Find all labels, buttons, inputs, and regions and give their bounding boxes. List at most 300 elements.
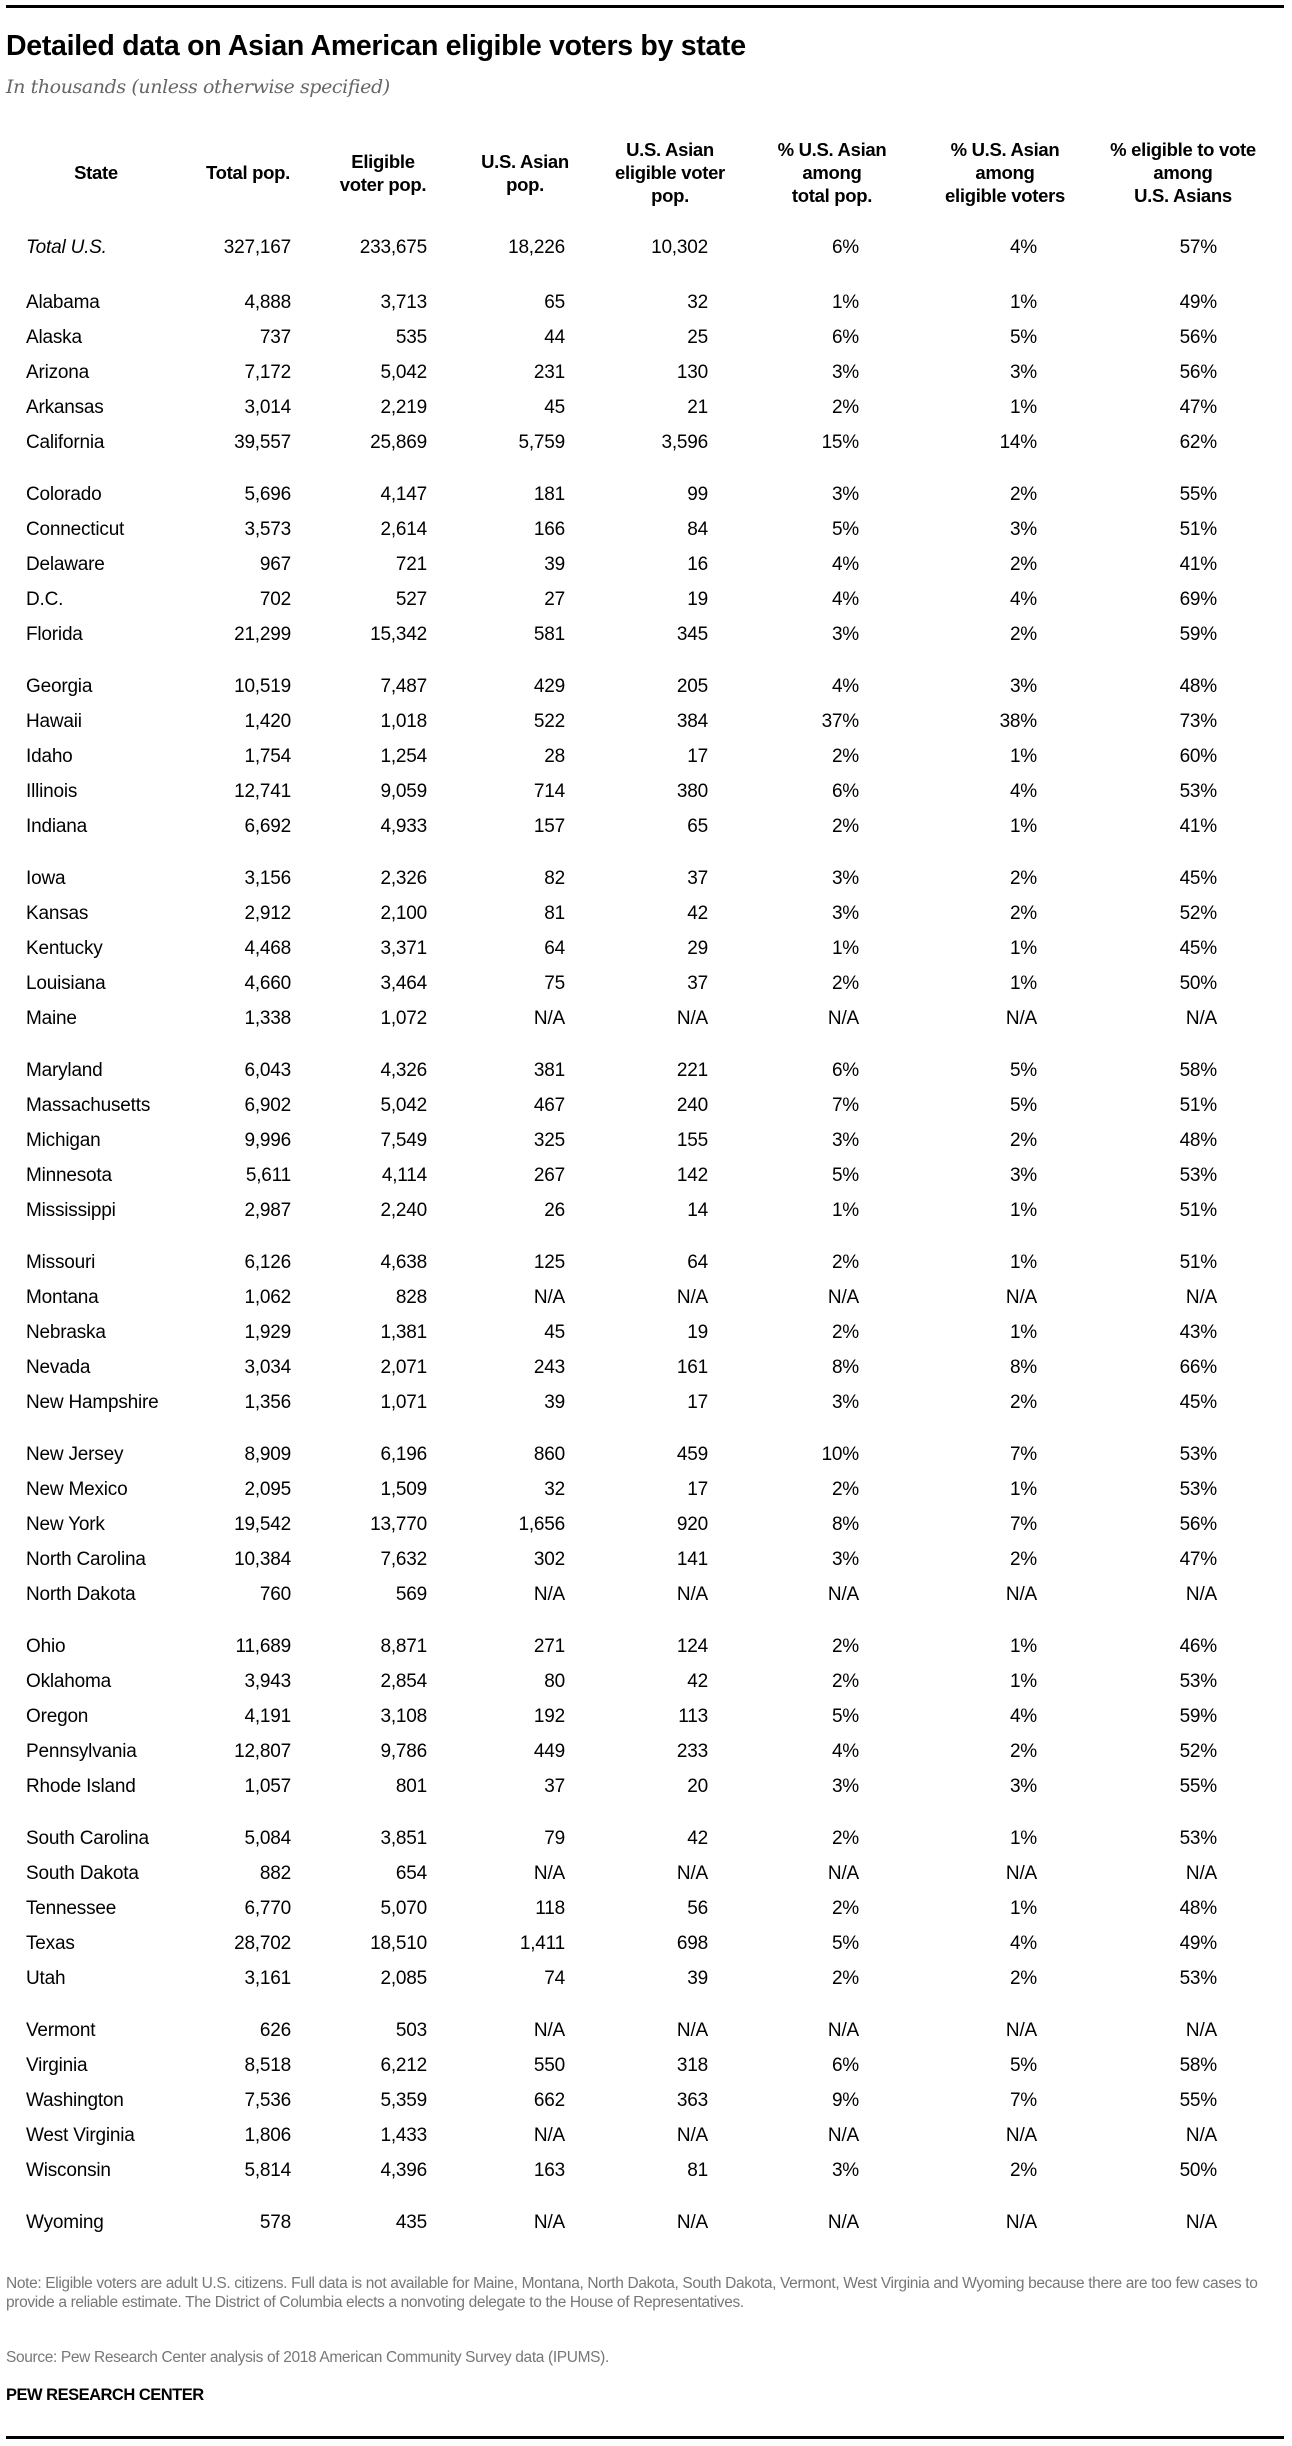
cell-total-pop: 1,057	[244, 1776, 291, 1797]
cell-us-asian-eligible-voter-pop: 142	[676, 1165, 708, 1186]
cell-pct-asian-total: 9%	[831, 2090, 859, 2111]
cell-pct-asian-total: 3%	[831, 624, 859, 645]
state-name: New Hampshire	[26, 1392, 159, 1413]
cell-us-asian-eligible-voter-pop: 130	[676, 362, 708, 383]
state-name: West Virginia	[26, 2125, 135, 2146]
state-name: Kansas	[26, 903, 89, 924]
cell-pct-asian-total: 5%	[831, 519, 859, 540]
cell-us-asian-eligible-voter-pop: 16	[687, 554, 708, 575]
state-name: Tennessee	[26, 1898, 117, 1919]
cell-us-asian-pop: 522	[533, 711, 565, 732]
cell-pct-asian-total: 1%	[831, 1200, 859, 1221]
cell-total-pop: 12,741	[234, 781, 291, 802]
cell-eligible-voter-pop: 1,072	[380, 1008, 427, 1029]
cell-total-pop: 5,611	[245, 1165, 291, 1186]
cell-us-asian-pop: 181	[533, 484, 565, 505]
cell-us-asian-pop: 45	[544, 397, 565, 418]
cell-total-pop: 4,191	[244, 1706, 291, 1727]
cell-pct-eligible-among-asians: 46%	[1179, 1636, 1217, 1657]
cell-us-asian-pop: N/A	[533, 1287, 565, 1308]
table-row	[0, 1772, 1292, 1802]
cell-pct-asian-eligible: 1%	[1009, 1200, 1037, 1221]
cell-pct-eligible-among-asians: 50%	[1179, 973, 1217, 994]
cell-us-asian-pop: 662	[533, 2090, 565, 2111]
cell-us-asian-eligible-voter-pop: 161	[676, 1357, 708, 1378]
cell-eligible-voter-pop: 4,933	[380, 816, 427, 837]
cell-total-pop: 6,692	[244, 816, 291, 837]
cell-pct-asian-total: 2%	[831, 746, 859, 767]
cell-pct-asian-eligible: 1%	[1009, 397, 1037, 418]
cell-us-asian-eligible-voter-pop: 42	[687, 903, 708, 924]
cell-eligible-voter-pop: 535	[395, 327, 427, 348]
state-name: South Dakota	[26, 1863, 139, 1884]
cell-pct-asian-eligible: 3%	[1009, 676, 1037, 697]
cell-pct-asian-eligible: 2%	[1009, 1741, 1037, 1762]
cell-us-asian-pop: 467	[533, 1095, 565, 1116]
cell-us-asian-pop: 26	[544, 1200, 565, 1221]
table-row	[0, 2208, 1292, 2238]
chart-title: Detailed data on Asian American eligible voters by state	[6, 30, 746, 62]
cell-eligible-voter-pop: 2,854	[380, 1671, 427, 1692]
cell-pct-eligible-among-asians: 53%	[1179, 781, 1217, 802]
cell-us-asian-eligible-voter-pop: N/A	[676, 1863, 708, 1884]
cell-pct-asian-total: 3%	[831, 2160, 859, 2181]
cell-pct-asian-eligible: 4%	[1009, 237, 1037, 258]
cell-pct-asian-eligible: 1%	[1009, 746, 1037, 767]
cell-pct-asian-eligible: 1%	[1009, 1828, 1037, 1849]
state-name: California	[26, 432, 105, 453]
cell-total-pop: 578	[259, 2212, 291, 2233]
column-header-line: among	[975, 162, 1035, 183]
cell-pct-asian-total: 2%	[831, 973, 859, 994]
cell-pct-eligible-among-asians: 56%	[1179, 362, 1217, 383]
cell-total-pop: 327,167	[223, 237, 291, 258]
cell-total-pop: 1,806	[244, 2125, 291, 2146]
cell-total-pop: 1,929	[244, 1322, 291, 1343]
cell-eligible-voter-pop: 569	[395, 1584, 427, 1605]
cell-pct-asian-eligible: 14%	[999, 432, 1037, 453]
table-row	[0, 1196, 1292, 1226]
cell-us-asian-eligible-voter-pop: 10,302	[651, 237, 708, 258]
cell-us-asian-pop: 192	[533, 1706, 565, 1727]
cell-pct-asian-total: N/A	[827, 1584, 859, 1605]
cell-total-pop: 882	[259, 1863, 291, 1884]
cell-pct-eligible-among-asians: 59%	[1179, 624, 1217, 645]
state-name: Arkansas	[26, 397, 104, 418]
cell-pct-eligible-among-asians: 50%	[1179, 2160, 1217, 2181]
cell-us-asian-pop: 243	[533, 1357, 565, 1378]
column-header-us-asian-pop	[481, 150, 569, 196]
cell-total-pop: 6,770	[244, 1898, 291, 1919]
cell-pct-asian-eligible: 1%	[1009, 1636, 1037, 1657]
cell-pct-eligible-among-asians: 47%	[1179, 397, 1217, 418]
cell-us-asian-pop: 550	[533, 2055, 565, 2076]
cell-pct-eligible-among-asians: 51%	[1179, 1200, 1217, 1221]
cell-pct-eligible-among-asians: 59%	[1179, 1706, 1217, 1727]
cell-pct-asian-eligible: 1%	[1009, 1671, 1037, 1692]
cell-pct-asian-eligible: 2%	[1009, 624, 1037, 645]
cell-pct-asian-eligible: N/A	[1005, 2125, 1037, 2146]
table-row	[0, 1126, 1292, 1156]
state-name: Kentucky	[26, 938, 103, 959]
cell-pct-asian-eligible: 5%	[1009, 1095, 1037, 1116]
cell-pct-asian-total: 3%	[831, 1392, 859, 1413]
cell-pct-asian-total: 15%	[821, 432, 859, 453]
cell-us-asian-eligible-voter-pop: 29	[687, 938, 708, 959]
cell-us-asian-eligible-voter-pop: 56	[687, 1898, 708, 1919]
cell-pct-eligible-among-asians: 43%	[1179, 1322, 1217, 1343]
state-name: Oklahoma	[26, 1671, 111, 1692]
cell-us-asian-pop: 64	[544, 938, 565, 959]
table-row	[0, 620, 1292, 650]
cell-us-asian-eligible-voter-pop: 240	[676, 1095, 708, 1116]
cell-total-pop: 28,702	[234, 1933, 291, 1954]
column-header-line: pop.	[506, 174, 544, 195]
table-row	[0, 1091, 1292, 1121]
cell-pct-asian-eligible: N/A	[1005, 1287, 1037, 1308]
cell-pct-eligible-among-asians: 45%	[1179, 1392, 1217, 1413]
cell-pct-asian-eligible: 8%	[1009, 1357, 1037, 1378]
column-header-line: % U.S. Asian	[777, 139, 887, 160]
cell-pct-eligible-among-asians: 53%	[1179, 1828, 1217, 1849]
cell-us-asian-pop: 302	[533, 1549, 565, 1570]
cell-total-pop: 4,888	[244, 292, 291, 313]
state-name: New Jersey	[26, 1444, 124, 1465]
cell-us-asian-eligible-voter-pop: 345	[676, 624, 708, 645]
cell-pct-asian-eligible: N/A	[1005, 1008, 1037, 1029]
cell-pct-eligible-among-asians: 51%	[1179, 1095, 1217, 1116]
table-row	[0, 428, 1292, 458]
table-row	[0, 2051, 1292, 2081]
cell-us-asian-pop: N/A	[533, 2212, 565, 2233]
state-name: Louisiana	[26, 973, 106, 994]
cell-us-asian-eligible-voter-pop: 39	[687, 1968, 708, 1989]
cell-pct-asian-total: 3%	[831, 1130, 859, 1151]
cell-pct-asian-eligible: 5%	[1009, 1060, 1037, 1081]
table-row	[0, 1318, 1292, 1348]
cell-eligible-voter-pop: 4,638	[380, 1252, 427, 1273]
cell-pct-asian-total: 4%	[831, 589, 859, 610]
table-row	[0, 288, 1292, 318]
cell-us-asian-pop: 65	[544, 292, 565, 313]
state-name: Connecticut	[26, 519, 125, 540]
cell-pct-eligible-among-asians: 58%	[1179, 1060, 1217, 1081]
cell-total-pop: 12,807	[234, 1741, 291, 1762]
cell-us-asian-pop: N/A	[533, 1008, 565, 1029]
cell-total-pop: 8,909	[244, 1444, 291, 1465]
cell-eligible-voter-pop: 2,240	[380, 1200, 427, 1221]
column-header-line: U.S. Asians	[1134, 185, 1232, 206]
table-header	[0, 138, 1292, 218]
cell-us-asian-pop: 1,411	[519, 1933, 565, 1954]
cell-us-asian-pop: 381	[533, 1060, 565, 1081]
state-name: Total U.S.	[26, 237, 107, 258]
cell-pct-eligible-among-asians: 45%	[1179, 938, 1217, 959]
cell-pct-eligible-among-asians: 48%	[1179, 676, 1217, 697]
cell-pct-asian-eligible: 2%	[1009, 1130, 1037, 1151]
column-header-line: voter pop.	[339, 174, 427, 195]
cell-eligible-voter-pop: 4,147	[380, 484, 427, 505]
cell-total-pop: 1,754	[244, 746, 291, 767]
state-name: Minnesota	[26, 1165, 112, 1186]
cell-us-asian-eligible-voter-pop: 17	[687, 1392, 708, 1413]
cell-us-asian-pop: 157	[533, 816, 565, 837]
state-name: Alabama	[26, 292, 100, 313]
cell-eligible-voter-pop: 1,433	[380, 2125, 427, 2146]
table-row	[0, 2016, 1292, 2046]
cell-pct-asian-eligible: 1%	[1009, 292, 1037, 313]
cell-pct-asian-eligible: N/A	[1005, 1863, 1037, 1884]
cell-pct-eligible-among-asians: N/A	[1185, 1584, 1217, 1605]
table-row	[0, 1353, 1292, 1383]
cell-pct-asian-eligible: 5%	[1009, 2055, 1037, 2076]
table-row	[0, 393, 1292, 423]
column-header-line: U.S. Asian	[481, 151, 569, 172]
state-name: Texas	[26, 1933, 75, 1954]
table-row	[0, 672, 1292, 702]
table-row	[0, 1702, 1292, 1732]
cell-us-asian-pop: 271	[533, 1636, 565, 1657]
cell-pct-eligible-among-asians: 73%	[1179, 711, 1217, 732]
cell-us-asian-eligible-voter-pop: 19	[687, 1322, 708, 1343]
cell-pct-asian-eligible: 2%	[1009, 2160, 1037, 2181]
table-row	[0, 358, 1292, 388]
cell-eligible-voter-pop: 3,851	[380, 1828, 427, 1849]
cell-pct-eligible-among-asians: N/A	[1185, 2125, 1217, 2146]
cell-us-asian-eligible-voter-pop: 384	[676, 711, 708, 732]
cell-pct-eligible-among-asians: 55%	[1179, 1776, 1217, 1797]
state-name: North Carolina	[26, 1549, 146, 1570]
column-header-state	[74, 161, 118, 184]
cell-pct-asian-eligible: 1%	[1009, 1898, 1037, 1919]
cell-pct-asian-total: 2%	[831, 1479, 859, 1500]
cell-total-pop: 3,161	[244, 1968, 291, 1989]
cell-pct-asian-eligible: 1%	[1009, 816, 1037, 837]
chart-subtitle: In thousands (unless otherwise specified)	[6, 76, 390, 98]
cell-us-asian-eligible-voter-pop: 99	[687, 484, 708, 505]
cell-pct-asian-total: 3%	[831, 1549, 859, 1570]
cell-eligible-voter-pop: 9,059	[380, 781, 427, 802]
cell-pct-asian-total: 7%	[831, 1095, 859, 1116]
cell-us-asian-eligible-voter-pop: 155	[676, 1130, 708, 1151]
bottom-rule	[6, 2436, 1284, 2439]
cell-pct-eligible-among-asians: 52%	[1179, 903, 1217, 924]
cell-total-pop: 4,468	[244, 938, 291, 959]
cell-eligible-voter-pop: 233,675	[359, 237, 427, 258]
state-name: Pennsylvania	[26, 1741, 137, 1762]
cell-eligible-voter-pop: 1,071	[380, 1392, 427, 1413]
footnote: Note: Eligible voters are adult U.S. citizens. Full data is not available for Maine, Montana, North Dakota, South Dakota, Vermont, West Virginia and Wyoming because there are too few cases to provide a reliable estimate. The District of Columbia elects a nonvoting delegate to the House of Representatives.	[6, 2275, 1258, 2311]
cell-pct-asian-total: 3%	[831, 484, 859, 505]
cell-us-asian-pop: 163	[533, 2160, 565, 2181]
cell-eligible-voter-pop: 503	[395, 2020, 427, 2041]
column-header-line: among	[1153, 162, 1213, 183]
cell-pct-asian-total: 4%	[831, 1741, 859, 1762]
cell-eligible-voter-pop: 1,254	[380, 746, 427, 767]
table-row	[0, 2121, 1292, 2151]
state-name: Vermont	[26, 2020, 96, 2041]
cell-total-pop: 5,814	[244, 2160, 291, 2181]
cell-eligible-voter-pop: 2,100	[380, 903, 427, 924]
column-header-line: among	[802, 162, 862, 183]
cell-eligible-voter-pop: 9,786	[380, 1741, 427, 1762]
cell-us-asian-pop: 267	[533, 1165, 565, 1186]
cell-us-asian-eligible-voter-pop: N/A	[676, 1584, 708, 1605]
cell-eligible-voter-pop: 1,509	[380, 1479, 427, 1500]
cell-pct-asian-eligible: 3%	[1009, 519, 1037, 540]
cell-us-asian-eligible-voter-pop: 318	[676, 2055, 708, 2076]
cell-pct-asian-total: 5%	[831, 1933, 859, 1954]
cell-total-pop: 7,536	[244, 2090, 291, 2111]
cell-eligible-voter-pop: 2,614	[380, 519, 427, 540]
state-name: South Carolina	[26, 1828, 149, 1849]
cell-pct-eligible-among-asians: 47%	[1179, 1549, 1217, 1570]
cell-us-asian-eligible-voter-pop: 141	[676, 1549, 708, 1570]
cell-pct-asian-total: 4%	[831, 676, 859, 697]
cell-pct-eligible-among-asians: 48%	[1179, 1130, 1217, 1151]
state-name: Idaho	[26, 746, 73, 767]
cell-pct-eligible-among-asians: 62%	[1179, 432, 1217, 453]
state-name: New Mexico	[26, 1479, 128, 1500]
cell-pct-asian-total: 10%	[821, 1444, 859, 1465]
state-name: Ohio	[26, 1636, 66, 1657]
table-row	[0, 1632, 1292, 1662]
table-row	[0, 742, 1292, 772]
cell-total-pop: 21,299	[234, 624, 291, 645]
table-row	[0, 707, 1292, 737]
state-name: Iowa	[26, 868, 66, 889]
cell-eligible-voter-pop: 3,108	[380, 1706, 427, 1727]
cell-pct-asian-eligible: 7%	[1009, 1444, 1037, 1465]
cell-total-pop: 1,338	[244, 1008, 291, 1029]
cell-us-asian-eligible-voter-pop: 14	[687, 1200, 708, 1221]
table-row	[0, 812, 1292, 842]
cell-us-asian-eligible-voter-pop: 3,596	[661, 432, 708, 453]
cell-us-asian-pop: 18,226	[508, 237, 565, 258]
cell-us-asian-eligible-voter-pop: 37	[687, 868, 708, 889]
cell-pct-eligible-among-asians: 53%	[1179, 1444, 1217, 1465]
cell-us-asian-pop: 27	[544, 589, 565, 610]
cell-eligible-voter-pop: 2,219	[380, 397, 427, 418]
cell-us-asian-eligible-voter-pop: N/A	[676, 2125, 708, 2146]
cell-total-pop: 6,902	[244, 1095, 291, 1116]
cell-pct-asian-total: N/A	[827, 1863, 859, 1884]
cell-pct-eligible-among-asians: 66%	[1179, 1357, 1217, 1378]
cell-total-pop: 5,696	[244, 484, 291, 505]
cell-us-asian-pop: 118	[535, 1898, 565, 1919]
cell-pct-eligible-among-asians: N/A	[1185, 1287, 1217, 1308]
cell-pct-asian-total: 3%	[831, 1776, 859, 1797]
cell-us-asian-eligible-voter-pop: 124	[676, 1636, 708, 1657]
table-row	[0, 777, 1292, 807]
column-header-pct-eligible-among-asians	[1110, 138, 1256, 207]
column-header-line: U.S. Asian	[626, 139, 714, 160]
state-name: North Dakota	[26, 1584, 136, 1605]
cell-pct-asian-total: 6%	[831, 1060, 859, 1081]
cell-pct-eligible-among-asians: 53%	[1179, 1479, 1217, 1500]
cell-total-pop: 3,014	[244, 397, 291, 418]
cell-total-pop: 39,557	[234, 432, 291, 453]
state-name: Georgia	[26, 676, 93, 697]
cell-pct-asian-total: 3%	[831, 903, 859, 924]
cell-us-asian-eligible-voter-pop: 84	[687, 519, 708, 540]
cell-total-pop: 2,095	[244, 1479, 291, 1500]
top-rule	[6, 5, 1284, 8]
cell-pct-asian-eligible: 2%	[1009, 1549, 1037, 1570]
state-name: Alaska	[26, 327, 82, 348]
cell-total-pop: 626	[259, 2020, 291, 2041]
table-row	[0, 1248, 1292, 1278]
table-row	[0, 1510, 1292, 1540]
table-row	[0, 550, 1292, 580]
cell-pct-asian-total: 3%	[831, 362, 859, 383]
table-row	[0, 864, 1292, 894]
cell-us-asian-pop: 449	[533, 1741, 565, 1762]
table-row	[0, 323, 1292, 353]
cell-eligible-voter-pop: 25,869	[370, 432, 427, 453]
cell-eligible-voter-pop: 2,071	[380, 1357, 427, 1378]
column-header-line: total pop.	[791, 185, 873, 206]
state-name: D.C.	[26, 589, 64, 610]
column-header-line: eligible voter	[615, 162, 725, 183]
cell-pct-asian-total: N/A	[827, 2125, 859, 2146]
cell-pct-eligible-among-asians: 51%	[1179, 1252, 1217, 1273]
cell-us-asian-pop: 125	[533, 1252, 565, 1273]
cell-us-asian-eligible-voter-pop: 65	[687, 816, 708, 837]
cell-pct-asian-eligible: 2%	[1009, 484, 1037, 505]
cell-eligible-voter-pop: 4,114	[381, 1165, 427, 1186]
column-header-pct-asian-total	[778, 138, 887, 207]
state-name: Wyoming	[26, 2212, 104, 2233]
cell-pct-asian-eligible: 3%	[1009, 1165, 1037, 1186]
cell-us-asian-pop: 45	[544, 1322, 565, 1343]
cell-eligible-voter-pop: 13,770	[370, 1514, 427, 1535]
total-row	[0, 233, 1292, 263]
cell-us-asian-eligible-voter-pop: N/A	[676, 2020, 708, 2041]
cell-us-asian-eligible-voter-pop: 205	[676, 676, 708, 697]
cell-total-pop: 702	[259, 589, 291, 610]
column-header-us-asian-eligible-voter-pop	[615, 138, 725, 207]
column-header-line: Total pop.	[206, 162, 290, 183]
cell-us-asian-pop: 44	[544, 327, 565, 348]
cell-pct-asian-total: 2%	[831, 1968, 859, 1989]
state-name: Hawaii	[26, 711, 82, 732]
cell-pct-asian-total: 2%	[831, 1322, 859, 1343]
cell-pct-asian-total: N/A	[827, 2020, 859, 2041]
table-row	[0, 1859, 1292, 1889]
cell-pct-eligible-among-asians: 48%	[1179, 1898, 1217, 1919]
column-header-line: % eligible to vote	[1110, 139, 1256, 160]
cell-us-asian-pop: 714	[533, 781, 565, 802]
cell-us-asian-eligible-voter-pop: 32	[687, 292, 708, 313]
cell-pct-asian-total: 6%	[831, 781, 859, 802]
table-row	[0, 934, 1292, 964]
cell-total-pop: 19,542	[234, 1514, 291, 1535]
cell-total-pop: 10,384	[234, 1549, 291, 1570]
cell-pct-asian-eligible: 4%	[1009, 1706, 1037, 1727]
state-name: New York	[26, 1514, 105, 1535]
cell-pct-asian-eligible: 3%	[1009, 362, 1037, 383]
cell-pct-asian-eligible: N/A	[1005, 2212, 1037, 2233]
table-row	[0, 1737, 1292, 1767]
cell-eligible-voter-pop: 2,326	[380, 868, 427, 889]
cell-pct-eligible-among-asians: N/A	[1185, 2212, 1217, 2233]
state-name: Indiana	[26, 816, 87, 837]
cell-eligible-voter-pop: 3,371	[380, 938, 427, 959]
cell-total-pop: 967	[259, 554, 291, 575]
table-row	[0, 1545, 1292, 1575]
cell-pct-eligible-among-asians: 57%	[1179, 237, 1217, 258]
